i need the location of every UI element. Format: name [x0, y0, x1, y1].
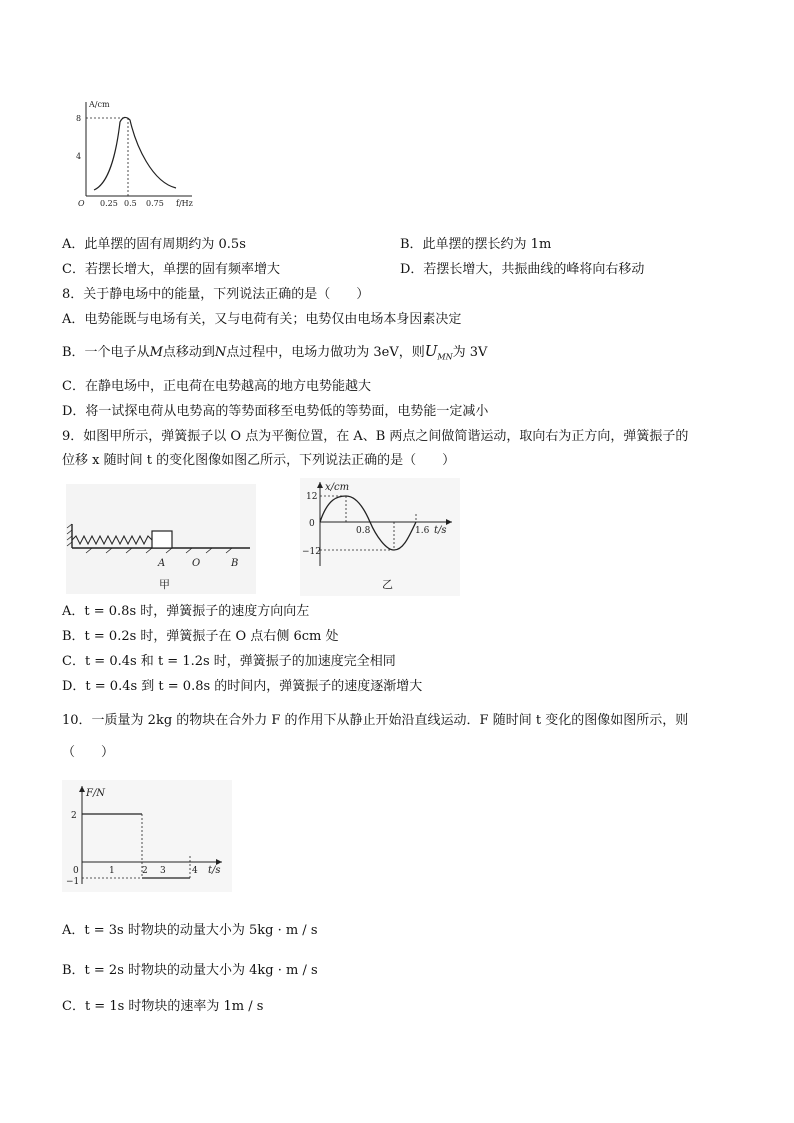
resonance-ylabel: A/cm [89, 100, 110, 109]
xt-ytick-0: 0 [309, 519, 315, 529]
ft-xtick-3: 3 [160, 866, 166, 876]
q8-stem: 8．关于静电场中的能量，下列说法正确的是（ ） [62, 287, 370, 302]
f-t-graph-figure [62, 780, 232, 892]
q7-option-a: A．此单摆的固有周期约为 0.5s [62, 237, 246, 252]
q8-b-n: N [214, 345, 227, 360]
ft-xtick-4: 4 [192, 866, 198, 876]
q10-option-b: B．t = 2s 时物块的动量大小为 4kg · m / s [62, 963, 318, 978]
q8-option-a: A．电势能既与电场有关，又与电荷有关；电势仅由电场本身因素决定 [62, 312, 462, 327]
xt-ylabel: x/cm [325, 482, 350, 493]
q9-stem-line1: 9．如图甲所示，弹簧振子以 O 点为平衡位置，在 A、B 两点之间做简谐运动，取向右为正方向，弹簧振子的 [62, 429, 689, 444]
xt-ytick-12: 12 [306, 492, 318, 502]
ft-ylabel: F/N [86, 788, 106, 799]
ft-xlabel: t/s [208, 865, 221, 876]
xt-xlabel: t/s [434, 525, 447, 536]
resonance-xtick-025: 0.25 [100, 199, 118, 208]
resonance-origin: O [78, 199, 85, 208]
x-t-graph-figure [300, 478, 460, 596]
q8-b-mid1: 点移动到 [162, 345, 215, 360]
xt-ytick-neg12: −12 [302, 547, 321, 557]
q10-stem-line2: （ ） [62, 745, 115, 760]
q9-option-d: D．t = 0.4s 到 t = 0.8s 的时间内，弹簧振子的速度逐渐增大 [62, 679, 423, 694]
q8-option-c: C．在静电场中，正电荷在电势越高的地方电势能越大 [62, 379, 371, 394]
label-b: B [231, 558, 239, 569]
label-o: O [192, 558, 201, 569]
xt-xtick-16: 1.6 [415, 526, 430, 536]
ft-xtick-2: 2 [142, 866, 148, 876]
q9-option-b: B．t = 0.2s 时，弹簧振子在 O 点右侧 6cm 处 [62, 629, 339, 644]
ft-ytick-neg1: −1 [66, 877, 80, 887]
resonance-xtick-075: 0.75 [146, 199, 164, 208]
caption-jia: 甲 [159, 578, 170, 591]
resonance-xtick-05: 0.5 [124, 199, 137, 208]
ft-ytick-2: 2 [71, 811, 77, 821]
q8-b-sub: MN [437, 352, 453, 362]
q7-option-c: C．若摆长增大，单摆的固有频率增大 [62, 262, 280, 277]
q8-b-m: M [149, 345, 163, 360]
resonance-curve-figure [72, 96, 202, 212]
q8-b-end: 为 3V [452, 345, 488, 360]
resonance-ytick-8: 8 [76, 114, 82, 123]
q10-option-a: A．t = 3s 时物块的动量大小为 5kg · m / s [62, 923, 318, 938]
ft-ytick-0: 0 [73, 866, 79, 876]
q8-b-pre: B．一个电子从 [62, 345, 150, 360]
q10-stem-line1: 10．一质量为 2kg 的物块在合外力 F 的作用下从静止开始沿直线运动．F 随时间 t 变化的图像如图所示，则 [62, 713, 689, 728]
xt-xtick-08: 0.8 [356, 526, 371, 536]
q8-option-b [62, 342, 487, 367]
resonance-xlabel: f/Hz [176, 199, 193, 208]
spring-oscillator-figure [66, 484, 256, 594]
resonance-curve [94, 117, 176, 190]
q9-stem-line2: 位移 x 随时间 t 的变化图像如图乙所示，下列说法正确的是（ ） [62, 453, 456, 468]
oscillator-block [152, 531, 172, 548]
ft-xtick-1: 1 [109, 866, 115, 876]
q9-option-c: C．t = 0.4s 和 t = 1.2s 时，弹簧振子的加速度完全相同 [62, 654, 396, 669]
q7-option-b: B．此单摆的摆长约为 1m [400, 237, 552, 252]
q8-b-u: U [424, 342, 438, 360]
caption-yi: 乙 [382, 578, 393, 591]
q10-option-c: C．t = 1s 时物块的速率为 1m / s [62, 999, 264, 1014]
q7-option-d: D．若摆长增大，共振曲线的峰将向右移动 [400, 262, 645, 277]
q9-option-a: A．t = 0.8s 时，弹簧振子的速度方向向左 [62, 604, 310, 619]
q8-option-d: D．将一试探电荷从电势高的等势面移至电势低的等势面，电势能一定减小 [62, 404, 489, 419]
label-a: A [158, 558, 166, 569]
resonance-ytick-4: 4 [76, 152, 82, 161]
q8-b-mid2: 点过程中，电场力做功为 3eV，则 [226, 345, 425, 360]
